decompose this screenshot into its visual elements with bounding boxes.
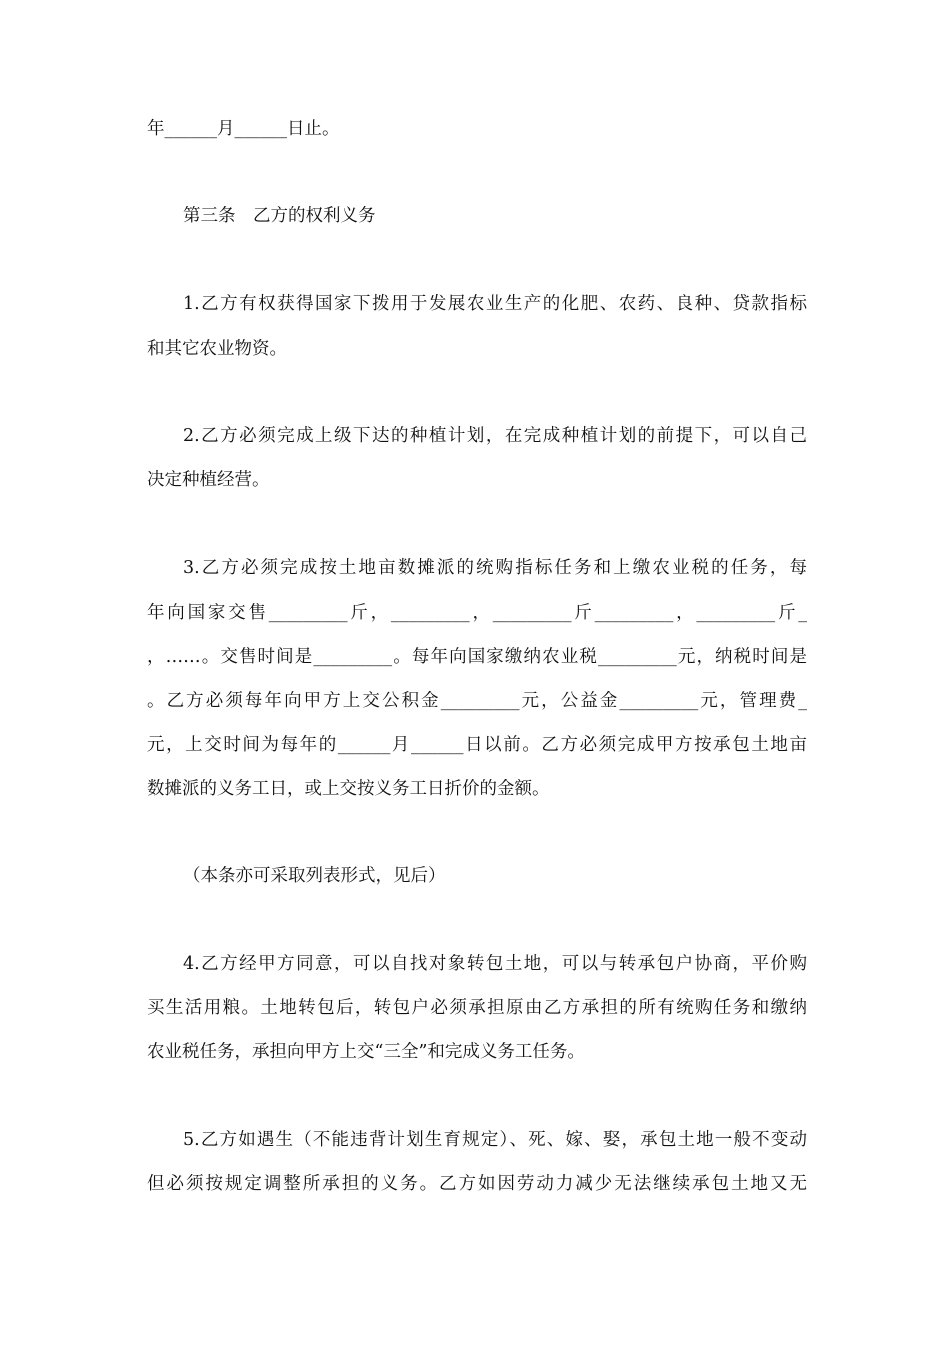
clause-3-line-3: ，……。交售时间是_________。每年向国家缴纳农业税_________元，纳税时间是: [147, 647, 807, 667]
table-form-note: （本条亦可采取列表形式，见后）: [183, 866, 446, 886]
clause-2-line-1: 2.乙方必须完成上级下达的种植计划，在完成种植计划的前提下，可以自己: [183, 426, 807, 446]
clause-5-line-2: 但必须按规定调整所承担的义务。乙方如因劳动力减少无法继续承包土地又无: [147, 1174, 807, 1194]
clause-3-line-6: 数摊派的义务工日，或上交按义务工日折价的金额。: [147, 779, 550, 799]
clause-5-line-1: 5.乙方如遇生（不能违背计划生育规定）、死、嫁、娶，承包土地一般不变动: [183, 1130, 807, 1150]
clause-3-line-4: 。乙方必须每年向甲方上交公积金_________元，公益金_________元，管理费_: [147, 691, 807, 711]
clause-1-line-2: 和其它农业物资。: [147, 339, 287, 359]
clause-4-line-2: 买生活用粮。土地转包后，转包户必须承担原由乙方承担的所有统购任务和缴纳: [147, 998, 807, 1018]
clause-1-line-1: 1.乙方有权获得国家下拨用于发展农业生产的化肥、农药、良种、贷款指标: [183, 294, 807, 314]
clause-4-line-3: 农业税任务，承担向甲方上交“三全”和完成义务工任务。: [147, 1042, 585, 1062]
clause-3-line-5: 元，上交时间为每年的______月______日以前。乙方必须完成甲方按承包土地亩: [147, 735, 807, 755]
clause-3-line-1: 3.乙方必须完成按土地亩数摊派的统购指标任务和上缴农业税的任务，每: [183, 558, 807, 578]
clause-2-line-2: 决定种植经营。: [147, 470, 270, 490]
article-3-heading: 第三条 乙方的权利义务: [183, 206, 376, 226]
clause-3-line-2: 年向国家交售_________斤，_________，_________斤_________，_________斤_: [147, 603, 807, 623]
clause-4-line-1: 4.乙方经甲方同意，可以自找对象转包土地，可以与转承包户协商，平价购: [183, 954, 807, 974]
text-line-period-end: 年______月______日止。: [147, 119, 340, 139]
